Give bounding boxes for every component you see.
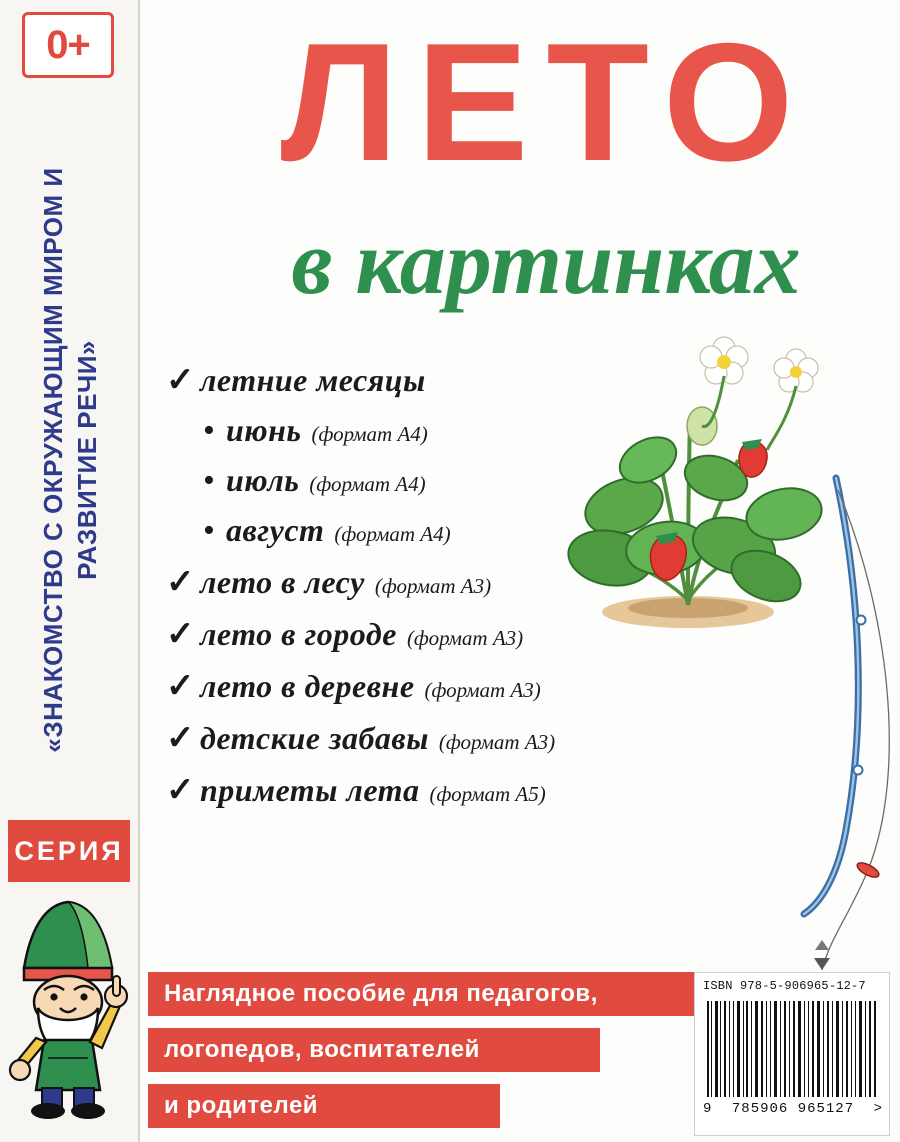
list-item: [166, 614, 726, 654]
barcode-icon: [707, 1001, 879, 1097]
list-item: [166, 360, 726, 400]
list-item-format: (формат А5): [429, 782, 546, 806]
list-item-label: лето в городе: [200, 616, 397, 652]
barcode-digit-left: 9: [703, 1101, 713, 1117]
barcode-digit-main: 785906 965127: [731, 1101, 855, 1117]
list-item-format: (формат А3): [374, 574, 492, 598]
footer-bar: [148, 1028, 600, 1072]
barcode-digit-right: >: [873, 1101, 883, 1117]
list-item: [166, 562, 726, 602]
fishing-rod-icon: [718, 470, 900, 980]
age-rating-label: 0+: [46, 22, 90, 67]
list-item-label: август: [226, 512, 325, 548]
list-item: [166, 666, 726, 706]
footer-bar-label: логопедов, воспитателей: [164, 1036, 480, 1063]
list-item-label: детские забавы: [200, 720, 429, 756]
list-item-label: июнь: [226, 412, 302, 448]
check-icon: ✓: [166, 362, 195, 399]
contents-list: [166, 360, 726, 822]
page-subtitle: в картинках: [291, 211, 801, 313]
list-item-format: (формат А4): [309, 472, 426, 496]
list-item: [166, 770, 726, 810]
bullet-icon: •: [203, 512, 215, 549]
series-vertical-text: [0, 96, 138, 796]
list-item-label: лето в лесу: [200, 564, 365, 600]
series-vertical-label: «ЗНАКОМСТВО С ОКРУЖАЮЩИМ МИРОМ И РАЗВИТИЕ РЕЧИ»: [38, 167, 102, 753]
gnome-mascot-icon: [4, 890, 134, 1120]
check-icon: ✓: [166, 772, 195, 809]
list-item: [166, 462, 726, 500]
series-sidebar: [0, 0, 140, 1142]
footer-bar: [148, 972, 700, 1016]
list-item-format: (формат А4): [311, 422, 428, 446]
list-item-label: июль: [226, 462, 300, 498]
check-icon: ✓: [166, 720, 195, 757]
footer: [138, 972, 900, 1142]
series-badge-label: СЕРИЯ: [14, 835, 124, 866]
list-item-format: (формат А3): [424, 678, 541, 702]
check-icon: ✓: [166, 668, 195, 705]
barcode-digits: [703, 1101, 883, 1117]
cover-main: [138, 0, 900, 1142]
age-rating-badge: [22, 12, 114, 78]
isbn-text: ISBN 978-5-906965-12-7: [703, 979, 866, 993]
list-item-format: (формат А3): [438, 730, 556, 754]
list-item: [166, 412, 726, 450]
series-badge: [8, 820, 130, 882]
isbn-barcode-block: [694, 972, 890, 1136]
page-title: ЛЕТО: [280, 8, 812, 196]
bullet-icon: •: [203, 412, 215, 449]
list-item-label: летние месяцы: [200, 362, 426, 398]
list-item-format: (формат А3): [406, 626, 524, 650]
check-icon: ✓: [166, 616, 195, 653]
check-icon: ✓: [166, 564, 195, 601]
list-item-format: (формат А4): [334, 522, 451, 546]
list-item: [166, 512, 726, 550]
list-item-label: лето в деревне: [200, 668, 415, 704]
list-item: [166, 718, 726, 758]
footer-bar-label: и родителей: [164, 1092, 319, 1119]
list-item-label: приметы лета: [200, 772, 420, 808]
footer-bar: [148, 1084, 500, 1128]
bullet-icon: •: [203, 462, 215, 499]
footer-bar-label: Наглядное пособие для педагогов,: [164, 980, 598, 1007]
